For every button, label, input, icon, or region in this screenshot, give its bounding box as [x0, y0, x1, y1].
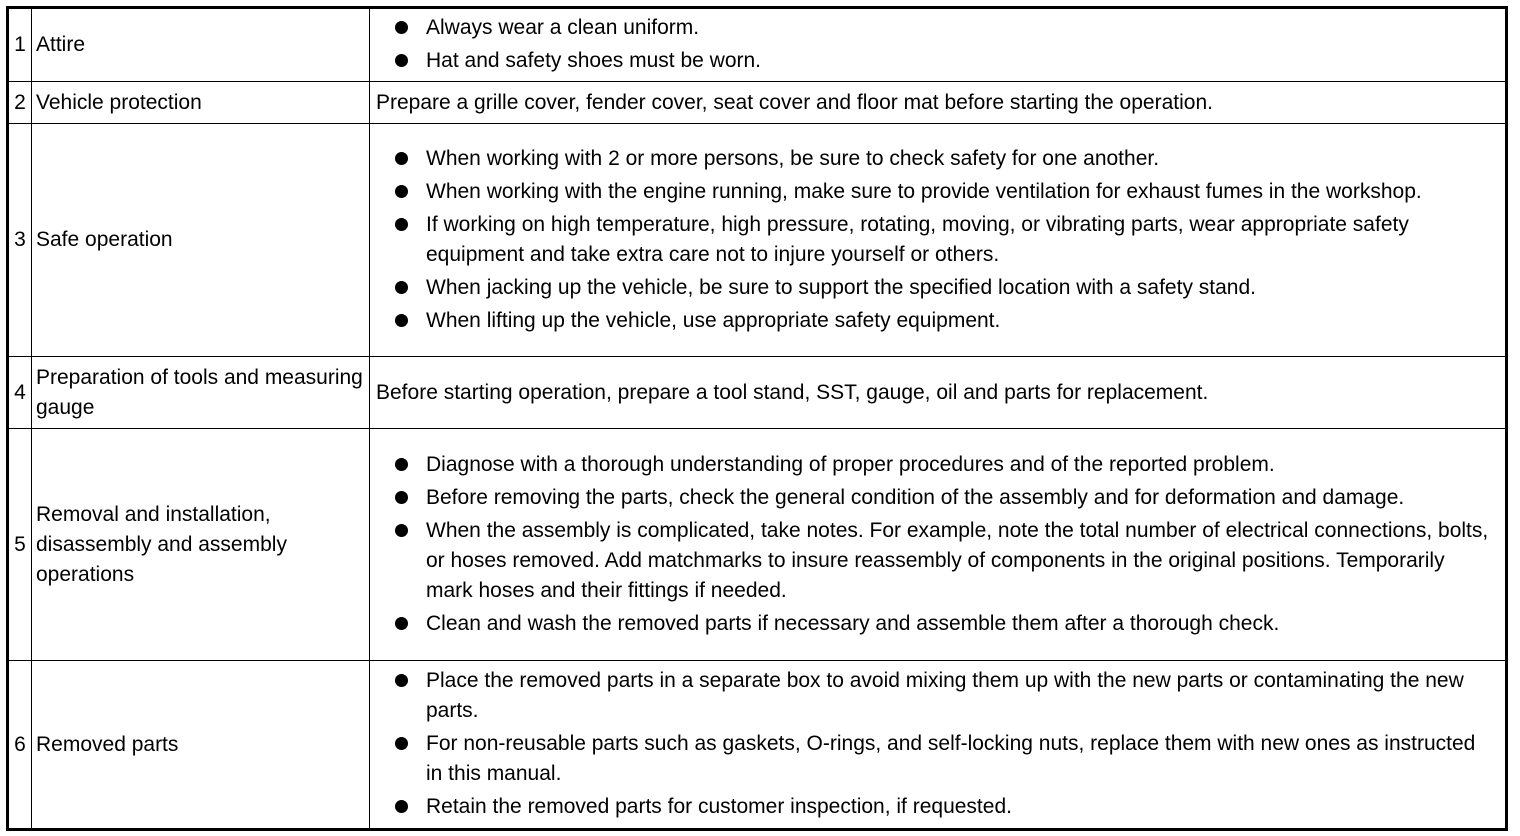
table-row-preparation	[8, 357, 1507, 429]
table-row-vehicle-protection	[8, 82, 1507, 124]
row-label: Preparation of tools and measuring gauge	[32, 357, 370, 429]
bullet-item: Clean and wash the removed parts if necessary and assemble them after a thorough check.	[376, 609, 1495, 639]
row-content-text: Prepare a grille cover, fender cover, seat cover and floor mat before starting the operation.	[370, 82, 1507, 124]
row-number: 2	[8, 82, 32, 124]
row-label: Removed parts	[32, 661, 370, 830]
bullet-item: If working on high temperature, high pressure, rotating, moving, or vibrating parts, wear appropriate safety equipment and take extra care not to injure yourself or others.	[376, 210, 1495, 270]
row-number: 1	[8, 8, 32, 82]
bullet-item: For non-reusable parts such as gaskets, O-rings, and self-locking nuts, replace them with new ones as instructed in this manual.	[376, 729, 1495, 789]
bullet-item: When working with 2 or more persons, be sure to check safety for one another.	[376, 144, 1495, 174]
bullet-list	[376, 666, 1495, 822]
row-content	[370, 661, 1507, 830]
precautions-table	[6, 6, 1508, 831]
row-label: Attire	[32, 8, 370, 82]
row-number: 5	[8, 429, 32, 661]
bullet-item: When the assembly is complicated, take notes. For example, note the total number of electrical connections, bolts, or hoses removed. Add matchmarks to insure reassembly of components in the original positions. Temporarily mark hoses and their fittings if needed.	[376, 516, 1495, 606]
row-label: Vehicle protection	[32, 82, 370, 124]
row-number: 4	[8, 357, 32, 429]
table-row-removed-parts	[8, 661, 1507, 830]
table-row-attire	[8, 8, 1507, 82]
row-content	[370, 124, 1507, 357]
bullet-list	[376, 144, 1495, 336]
row-number: 6	[8, 661, 32, 830]
row-label: Removal and installation, disassembly and assembly operations	[32, 429, 370, 661]
bullet-item: When lifting up the vehicle, use appropriate safety equipment.	[376, 306, 1495, 336]
bullet-item: Retain the removed parts for customer inspection, if requested.	[376, 792, 1495, 822]
bullet-list	[376, 13, 1495, 76]
bullet-list	[376, 450, 1495, 639]
row-content	[370, 8, 1507, 82]
row-label: Safe operation	[32, 124, 370, 357]
row-number: 3	[8, 124, 32, 357]
bullet-item: Hat and safety shoes must be worn.	[376, 46, 1495, 76]
table-row-removal-installation	[8, 429, 1507, 661]
table-row-safe-operation	[8, 124, 1507, 357]
bullet-item: Diagnose with a thorough understanding of proper procedures and of the reported problem.	[376, 450, 1495, 480]
bullet-item: Place the removed parts in a separate box to avoid mixing them up with the new parts or contaminating the new parts.	[376, 666, 1495, 726]
bullet-item: When working with the engine running, make sure to provide ventilation for exhaust fumes in the workshop.	[376, 177, 1495, 207]
bullet-item: Always wear a clean uniform.	[376, 13, 1495, 43]
bullet-item: When jacking up the vehicle, be sure to support the specified location with a safety stand.	[376, 273, 1495, 303]
row-content	[370, 429, 1507, 661]
bullet-item: Before removing the parts, check the general condition of the assembly and for deformation and damage.	[376, 483, 1495, 513]
row-content-text: Before starting operation, prepare a tool stand, SST, gauge, oil and parts for replacement.	[370, 357, 1507, 429]
